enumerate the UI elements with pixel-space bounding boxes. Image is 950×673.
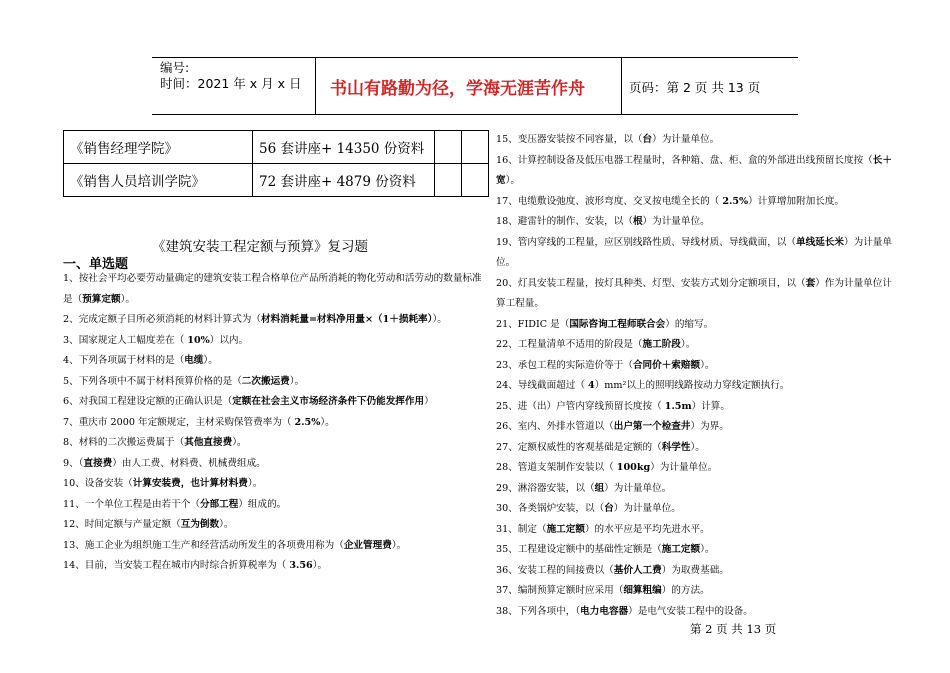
question-item xyxy=(63,433,483,454)
question-text: 30、各类锅炉安装，以（ xyxy=(496,503,605,514)
question-text: 31、制定（ xyxy=(496,523,547,535)
question-item xyxy=(496,130,896,151)
question-item xyxy=(63,372,483,393)
question-answer: 出户第一个检查井 xyxy=(613,421,691,432)
question-text: ）为计量单位。 xyxy=(642,216,710,227)
question-text: 28、管道支架制作安装以（ xyxy=(496,462,617,473)
question-text: 29、淋浴器安装，以（ xyxy=(496,482,595,494)
question-answer: 细算粗编 xyxy=(623,585,662,596)
question-text: 9、（ xyxy=(63,457,84,469)
question-text: ）为计量单位。 xyxy=(652,134,720,145)
question-answer: 施工阶段 xyxy=(642,339,681,350)
question-answer: 电缆 xyxy=(184,355,204,366)
question-item xyxy=(63,351,483,372)
question-text: 12、时间定额与产量定额（ xyxy=(63,519,181,530)
header-divider xyxy=(315,57,316,114)
question-text: ） xyxy=(424,396,434,407)
question-text: ）计算。 xyxy=(691,400,730,412)
code-label: 编号: xyxy=(160,60,190,75)
question-answer: 基价人工费 xyxy=(613,564,662,576)
question-text: 25、进（出）户管内穿线预留长度按（ xyxy=(496,400,665,412)
question-answer: 国际咨询工程师联合会 xyxy=(569,318,666,330)
question-item xyxy=(496,356,896,377)
question-answer: 2.5% xyxy=(722,195,749,207)
header-divider xyxy=(621,57,622,114)
question-text: 1、按社会平均必要劳动量确定的建筑安装工程合格单位产品所消耗的物化劳动和活劳动的数量标准是（ xyxy=(63,273,482,305)
question-answer: 长＋宽 xyxy=(496,154,892,186)
question-answer: 3.56 xyxy=(289,560,313,571)
header-left xyxy=(160,60,301,92)
question-text: ）由人工费、材料费、机械费组成。 xyxy=(112,457,266,469)
question-item xyxy=(63,556,483,577)
question-item xyxy=(496,233,896,274)
question-text: 15、变压器安装按不同容量，以（ xyxy=(496,134,643,145)
question-item xyxy=(496,315,896,336)
question-text: 4、下列各项属于材料的是（ xyxy=(63,355,185,366)
question-item xyxy=(496,335,896,356)
question-text: ）。 xyxy=(505,175,520,186)
question-text: 10、设备安装（ xyxy=(63,478,133,489)
question-text: ）为取费基础。 xyxy=(661,564,729,576)
question-item xyxy=(63,310,483,331)
question-answer: 计算安装费，也计算材料费 xyxy=(132,478,248,489)
question-text: ）作为计量单位计算工程量。 xyxy=(496,277,892,309)
question-answer: 互为倒数 xyxy=(180,519,220,530)
question-text: 2、完成定额子目所必须消耗的材料计算式为（ xyxy=(63,314,261,325)
table-cell: 56 套讲座+ 14350 份资料 xyxy=(253,131,435,164)
question-item xyxy=(496,151,896,192)
question-text: 17、电缆敷设弛度、波形弯度、交叉按电缆全长的（ xyxy=(496,195,723,207)
question-answer: 单线延长米 xyxy=(796,236,844,248)
question-item xyxy=(496,212,896,233)
question-text: 21、FIDIC 是（ xyxy=(496,318,570,330)
question-text: 18、避雷针的制作、安装，以（ xyxy=(496,216,633,227)
question-text: ）。 xyxy=(219,519,234,530)
question-text: ）为计量单位。 xyxy=(613,503,681,514)
question-text: 14、目前，当安装工程在城市内时综合折算税率为（ xyxy=(63,560,290,571)
question-text: 20、灯具安装工程量，按灯具种类、灯型、安装方式划分定额项目，以（ xyxy=(496,277,806,289)
question-item xyxy=(496,520,896,541)
question-text: ）是电气安装工程中的设备。 xyxy=(628,605,753,617)
header-bottom-rule xyxy=(152,114,798,115)
question-text: 8、材料的二次搬运费属于（ xyxy=(63,437,185,448)
question-text: ）。 xyxy=(289,375,305,387)
question-text: ）。 xyxy=(700,544,715,555)
question-answer: 分部工程 xyxy=(199,498,239,510)
question-item xyxy=(496,417,896,438)
question-text: ）。 xyxy=(247,478,263,489)
question-text: 11、一个单位工程是由若干个（ xyxy=(63,498,200,510)
question-text: ）为界。 xyxy=(690,421,729,432)
table-row xyxy=(64,164,489,197)
question-text: 6、对我国工程建设定额的正确认识是（ xyxy=(63,396,233,407)
question-text: 37、编制预算定额时应采用（ xyxy=(496,585,624,596)
page-info: 页码：第 2 页 共 13 页 xyxy=(629,80,761,95)
question-item xyxy=(496,540,896,561)
question-text: 36、安装工程的间接费以（ xyxy=(496,564,614,576)
question-item xyxy=(63,454,483,475)
question-answer: 1.5m xyxy=(664,400,692,412)
question-answer: 企业管理费 xyxy=(343,539,392,551)
motto: 书山有路勤为径，学海无涯苦作舟 xyxy=(330,79,585,99)
table-cell: 《销售人员培训学院》 xyxy=(64,164,253,197)
question-text: ）为计量单位。 xyxy=(496,236,892,268)
question-item xyxy=(496,561,896,582)
question-answer: 100kg xyxy=(616,462,651,473)
question-text: 3、国家规定人工幅度差在（ xyxy=(63,334,188,346)
question-text: 35、工程建设定额中的基础性定额是（ xyxy=(496,544,662,555)
question-text: 23、承包工程的实际造价等于（ xyxy=(496,359,633,371)
question-text: ）。 xyxy=(700,359,715,371)
question-text: ）。 xyxy=(203,355,218,366)
question-item xyxy=(496,458,896,479)
question-item xyxy=(63,495,483,516)
question-text: 5、下列各项中不属于材料预算价格的是（ xyxy=(63,375,242,387)
question-text: 16、计算控制设备及低压电器工程量时，各种箱、盘、柜、盒的外部进出线预留长度按（ xyxy=(496,154,873,166)
question-answer: 施工定额 xyxy=(546,523,585,535)
question-answer: 台 xyxy=(642,134,653,145)
question-item xyxy=(496,192,896,213)
question-answer: 定额在社会主义市场经济条件下仍能发挥作用 xyxy=(232,396,425,407)
left-question-list xyxy=(63,269,483,577)
question-answer: 套 xyxy=(805,277,816,289)
question-item xyxy=(63,392,483,413)
question-answer: 4 xyxy=(588,380,595,391)
question-item xyxy=(63,515,483,536)
question-text: ）以内。 xyxy=(209,334,249,346)
question-text: ）。 xyxy=(232,437,247,448)
question-item xyxy=(63,269,483,310)
question-answer: 10% xyxy=(187,334,210,346)
question-text: 13、施工企业为组织施工生产和经营活动所发生的各项费用称为（ xyxy=(63,539,344,551)
question-answer: 其他直接费 xyxy=(184,437,233,448)
question-text: 19、管内穿线的工程量，应区别线路性质、导线材质、导线截面，以（ xyxy=(496,236,797,248)
question-item xyxy=(496,602,896,623)
question-item xyxy=(63,536,483,557)
table-cell xyxy=(435,164,462,197)
section-title: 一、单选题 xyxy=(63,257,129,272)
question-answer: 合同价＋索赔额 xyxy=(632,359,701,371)
question-answer: 台 xyxy=(604,503,614,514)
question-item xyxy=(496,274,896,315)
question-answer: 直接费 xyxy=(83,457,113,469)
right-question-list xyxy=(496,130,896,622)
question-text: ）计算增加附加长度。 xyxy=(748,195,845,207)
question-answer: 电力电容器 xyxy=(580,605,629,617)
question-item xyxy=(496,479,896,500)
question-answer: 组 xyxy=(594,482,605,494)
question-item xyxy=(63,331,483,352)
question-text: ）mm²以上的照明线路按动力穿线定额执行。 xyxy=(594,380,790,391)
question-text: 24、导线截面超过（ xyxy=(496,380,589,391)
question-item xyxy=(496,499,896,520)
question-text: ）为计量单位。 xyxy=(650,462,718,473)
question-item xyxy=(496,397,896,418)
question-text: ）。 xyxy=(432,314,447,325)
question-text: ）为计量单位。 xyxy=(604,482,672,494)
question-item xyxy=(496,376,896,397)
question-item xyxy=(63,413,483,434)
question-text: ）。 xyxy=(120,293,135,305)
question-text: ）组成的。 xyxy=(238,498,287,510)
question-text: ）。 xyxy=(320,416,335,428)
table-cell xyxy=(462,164,489,197)
question-answer: 材料消耗量=材料净用量×（1＋损耗率） xyxy=(260,314,433,325)
question-text: ）。 xyxy=(690,441,705,453)
question-text: 27、定额权威性的客观基础是定额的（ xyxy=(496,441,662,453)
page-footer: 第 2 页 共 13 页 xyxy=(690,622,777,636)
question-text: 7、重庆市 2000 年定额规定，主材采购保管费率为（ xyxy=(63,416,295,428)
question-answer: 科学性 xyxy=(661,441,691,453)
question-text: ）的方法。 xyxy=(661,585,710,596)
table-cell xyxy=(435,131,462,164)
question-text: 22、工程量清单不适用的阶段是（ xyxy=(496,339,643,350)
question-item xyxy=(496,438,896,459)
question-text: ）。 xyxy=(391,539,407,551)
question-answer: 二次搬运费 xyxy=(241,375,290,387)
promo-table xyxy=(63,130,489,197)
question-text: ）。 xyxy=(312,560,328,571)
question-item xyxy=(63,474,483,495)
time-label: 时间：2021 年 x 月 x 日 xyxy=(160,76,302,91)
table-cell xyxy=(462,131,489,164)
question-text: 26、室内、外排水管道以（ xyxy=(496,421,614,432)
question-text: ）的缩写。 xyxy=(665,318,714,330)
table-cell: 72 套讲座+ 4879 份资料 xyxy=(253,164,435,197)
question-answer: 预算定额 xyxy=(82,293,121,305)
question-answer: 根 xyxy=(632,216,643,227)
question-item xyxy=(496,581,896,602)
question-text: ）。 xyxy=(680,339,696,350)
header-top-rule xyxy=(152,57,798,58)
question-text: 38、下列各项中，（ xyxy=(496,605,581,617)
question-text: ）的水平应是平均先进水平。 xyxy=(584,523,710,535)
question-answer: 施工定额 xyxy=(661,544,701,555)
question-answer: 2.5% xyxy=(294,416,321,428)
table-row xyxy=(64,131,489,164)
table-cell: 《销售经理学院》 xyxy=(64,131,253,164)
doc-title: 《建筑安装工程定额与预算》复习题 xyxy=(152,239,368,255)
